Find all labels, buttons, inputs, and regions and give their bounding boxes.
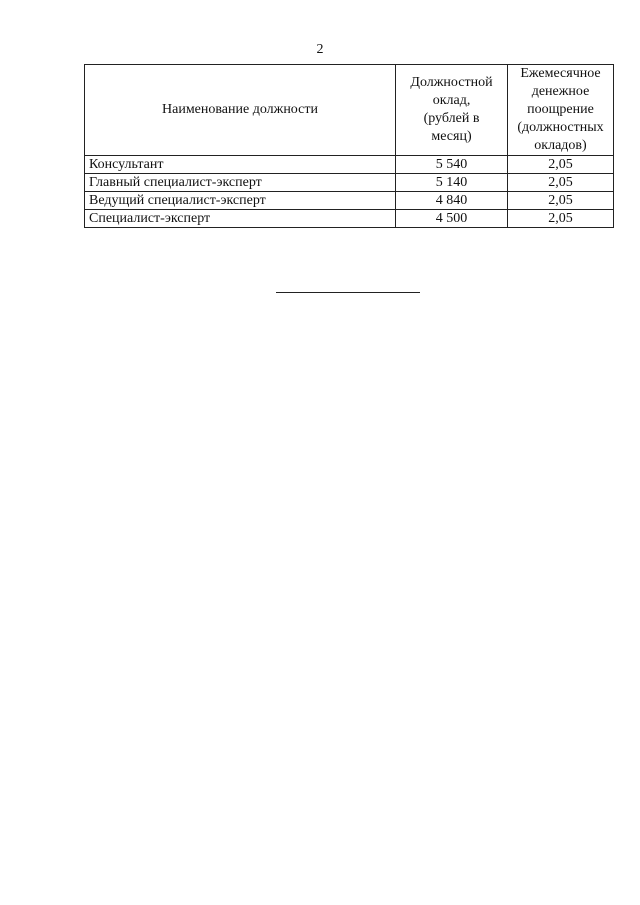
bonus-cell: 2,05 <box>508 192 614 210</box>
header-bonus-line: денежное <box>531 84 590 99</box>
salary-cell: 5 140 <box>396 174 508 192</box>
position-name-cell: Ведущий специалист-эксперт <box>85 192 396 210</box>
header-salary <box>396 65 508 156</box>
header-salary-line: Должностной <box>410 75 493 90</box>
bonus-cell: 2,05 <box>508 156 614 174</box>
header-bonus-line: поощрение <box>527 102 594 117</box>
page-number: 2 <box>316 42 324 57</box>
header-bonus-line: (должностных <box>517 120 604 135</box>
salary-cell: 4 500 <box>396 210 508 228</box>
position-name-cell: Главный специалист-эксперт <box>85 174 396 192</box>
end-of-document-rule <box>276 292 420 293</box>
header-bonus-line: Ежемесячное <box>520 66 601 81</box>
header-salary-line: (рублей в <box>423 111 480 126</box>
header-bonus-line: окладов) <box>534 138 587 153</box>
salary-table <box>84 64 614 228</box>
table-header-row <box>85 65 614 156</box>
header-monthly-bonus <box>508 65 614 156</box>
table-row <box>85 192 614 210</box>
header-salary-line: месяц) <box>431 129 472 144</box>
header-position-name: Наименование должности <box>85 65 396 156</box>
position-name-cell: Консультант <box>85 156 396 174</box>
salary-cell: 4 840 <box>396 192 508 210</box>
bonus-cell: 2,05 <box>508 210 614 228</box>
position-name-cell: Специалист-эксперт <box>85 210 396 228</box>
table-row <box>85 174 614 192</box>
table-row <box>85 210 614 228</box>
header-salary-line: оклад, <box>432 93 471 108</box>
table-row <box>85 156 614 174</box>
salary-cell: 5 540 <box>396 156 508 174</box>
bonus-cell: 2,05 <box>508 174 614 192</box>
